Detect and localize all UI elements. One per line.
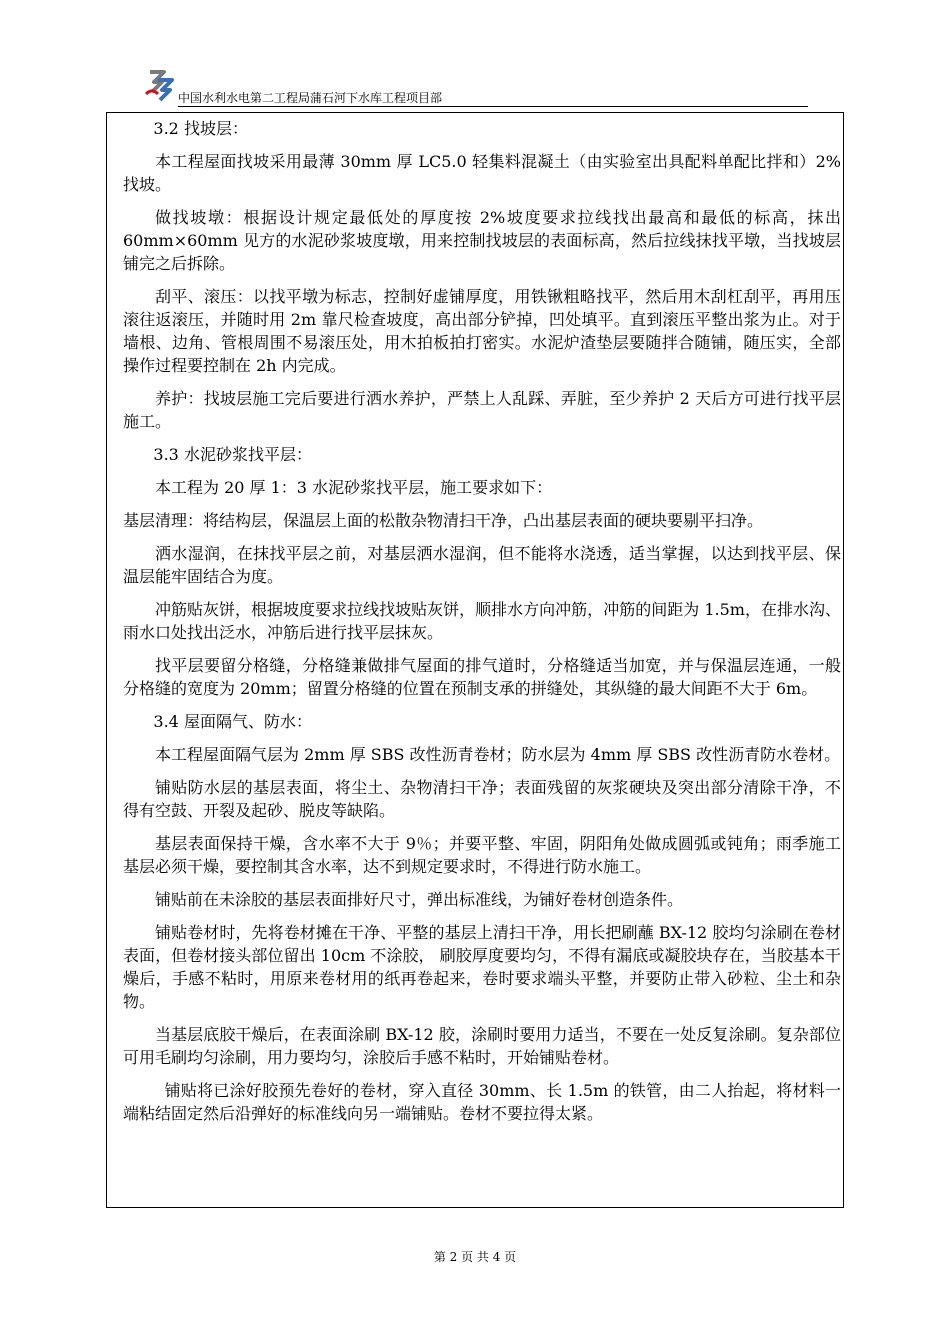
paragraph: 铺贴卷材时，先将卷材摊在干净、平整的基层上清扫干净，用长把刷蘸 BX-12 胶均匀涂刷在卷材表面，但卷材接头部位留出 10cm 不涂胶， 刷胶厚度要均匀，不得有漏底或凝胶块存在，当胶基本干燥后，手感不粘时，用原来卷材用的纸再卷起来，卷时要求端头平整，并要防止带入砂粒、尘土和杂物。 (123, 923, 841, 1011)
paragraph: 本工程屋面隔气层为 2mm 厚 SBS 改性沥青卷材；防水层为 4mm 厚 SBS 改性沥青防水卷材。 (155, 745, 841, 764)
paragraph: 刮平、滚压：以找平墩为标志，控制好虚铺厚度，用铁锹粗略找平，然后用木刮杠刮平，再用压滚往返滚压，并随时用 2m 靠尺检查坡度，高出部分铲掉，凹处填平。直到滚压平整出浆为止。对于墙根、边角、管根周围不易滚压处，用木拍板拍打密实。水泥炉渣垫层要随拌合随铺，随压实，全部操作过程要控制在 2h 内完成。 (123, 287, 841, 375)
section-heading-3-2: 3.2 找坡层： (153, 119, 248, 138)
paragraph: 铺贴将已涂好胶预先卷好的卷材，穿入直径 30mm、长 1.5m 的铁管，由二人抬起，将材料一端粘结固定然后沿弹好的标准线向另一端铺贴。卷材不要拉得太紧。 (123, 1081, 841, 1123)
paragraph: 本工程屋面找坡采用最薄 30mm 厚 LC5.0 轻集料混凝土（由实验室出具配料单配比拌和）2%找坡。 (123, 152, 841, 194)
paragraph: 本工程为 20 厚 1：3 水泥砂浆找平层，施工要求如下： (155, 478, 553, 497)
section-heading-3-4: 3.4 屋面隔气、防水： (153, 712, 312, 731)
paragraph: 找平层要留分格缝，分格缝兼做排气屋面的排气道时，分格缝适当加宽，并与保温层连通，一般分格缝的宽度为 20mm；留置分格缝的位置在预制支承的拼缝处，其纵缝的最大间距不大于 6m。 (123, 656, 841, 698)
paragraph: 做找坡墩：根据设计规定最低处的厚度按 2%坡度要求拉线找出最高和最低的标高，抹出 60mm×60mm 见方的水泥砂浆坡度墩，用来控制找坡层的表面标高，然后拉线抹找平墩，当找坡层铺完之后拆除。 (123, 208, 841, 273)
company-logo-icon (140, 68, 180, 104)
paragraph: 基层清理：将结构层，保温层上面的松散杂物清扫干净，凸出基层表面的硬块要剔平扫净。 (123, 511, 764, 530)
paragraph: 冲筋贴灰饼，根据坡度要求拉线找坡贴灰饼，顺排水方向冲筋，冲筋的间距为 1.5m，在排水沟、雨水口处找出泛水，冲筋后进行找平层抹灰。 (123, 600, 841, 642)
section-heading-3-3: 3.3 水泥砂浆找平层： (153, 445, 312, 464)
document-body (123, 117, 841, 1135)
paragraph: 基层表面保持干燥，含水率不大于 9％；并要平整、牢固，阴阳角处做成圆弧或钝角；雨季施工基层必须干燥，要控制其含水率，达不到规定要求时，不得进行防水施工。 (123, 834, 841, 876)
paragraph: 铺贴防水层的基层表面，将尘土、杂物清扫干净；表面残留的灰浆硬块及突出部分清除干净，不得有空鼓、开裂及起砂、脱皮等缺陷。 (123, 778, 841, 820)
paragraph: 铺贴前在未涂胶的基层表面排好尺寸，弹出标准线，为铺好卷材创造条件。 (155, 890, 684, 909)
paragraph: 当基层底胶干燥后，在表面涂刷 BX-12 胶，涂刷时要用力适当，不要在一处反复涂刷。复杂部位可用毛刷均匀涂刷，用力要均匀，涂胶后手感不粘时，开始铺贴卷材。 (123, 1025, 841, 1067)
paragraph: 养护：找坡层施工完后要进行洒水养护，严禁上人乱踩、弄脏，至少养护 2 天后方可进行找平层施工。 (123, 389, 841, 431)
paragraph: 洒水湿润，在抹找平层之前，对基层洒水湿润，但不能将水浇透，适当掌握，以达到找平层、保温层能牢固结合为度。 (123, 544, 841, 586)
page-number: 第 2 页 共 4 页 (433, 1250, 517, 1264)
company-name: 中国水利水电第二工程局蒲石河下水库工程项目部 (178, 91, 443, 105)
content-frame (106, 112, 844, 1208)
header-rule (178, 106, 808, 107)
page-header (140, 68, 808, 110)
